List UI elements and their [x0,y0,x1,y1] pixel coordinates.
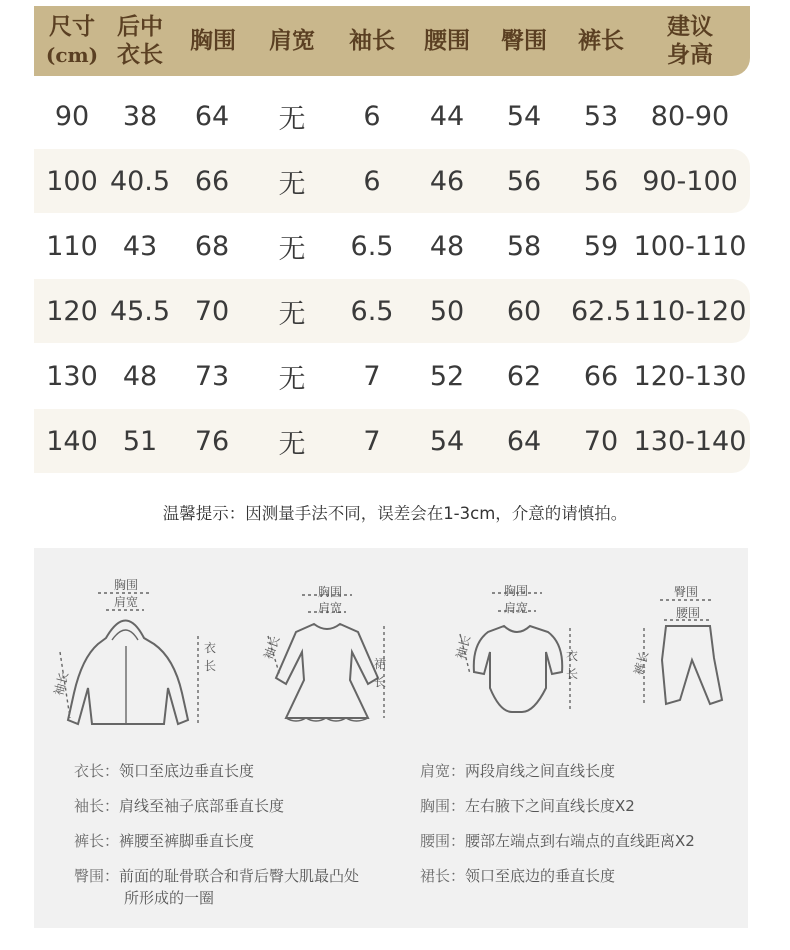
table-cell: 56 [506,165,542,197]
table-cell: 7 [363,360,381,392]
table-cell: 54 [429,425,465,457]
table-cell: 6 [363,165,381,197]
def-key: 裤长： [74,832,120,850]
def-key: 臀围： [74,867,120,885]
table-row [34,84,750,148]
table-cell: 无 [278,298,306,330]
table-cell: 6 [363,100,381,132]
dress-chest-label: 胸围 [318,585,343,599]
header-height [648,6,732,76]
table-cell: 70 [194,295,230,327]
table-cell: 60 [506,295,542,327]
header-waist-label: 腰围 [424,27,470,54]
table-cell: 130-140 [633,425,747,457]
header-hip [488,6,560,76]
jacket-length-label-2: 长 [204,659,217,673]
pants-hip-label: 臀围 [674,585,699,599]
header-hip-label: 臀围 [501,27,547,54]
def-text: 裤腰至裤脚垂直长度 [119,832,255,850]
romper-sleeve-label: 袖长 [453,633,474,661]
def-chest [420,795,695,830]
table-cell: 45.5 [109,295,171,327]
header-size-unit: (cm) [45,43,99,67]
romper-length-label-2: 长 [566,667,579,681]
def-text: 肩线至袖子底部垂直长度 [119,797,285,815]
table-cell: 100 [46,165,98,197]
jacket-chest-label: 胸围 [114,578,139,592]
table-cell: 76 [194,425,230,457]
header-sleeve [336,6,408,76]
definitions-left [74,760,359,909]
table-cell: 6.5 [350,295,394,327]
header-pants-length [564,6,638,76]
header-back-length [104,6,176,76]
header-height-line2: 身高 [667,41,713,68]
table-cell: 68 [194,230,230,262]
table-cell: 7 [363,425,381,457]
header-size [34,6,110,76]
header-waist [410,6,484,76]
table-cell: 53 [583,100,619,132]
table-cell: 62.5 [570,295,632,327]
def-key: 袖长： [74,797,120,815]
dress-sleeve-label: 袖长 [261,634,283,662]
table-cell: 100-110 [633,230,747,262]
def-key: 裙长： [420,867,466,885]
def-text: 腰部左端点到右端点的直线距离X2 [465,832,695,850]
romper-shoulder-label: 肩宽 [504,601,529,615]
table-cell: 110-120 [633,295,747,327]
table-cell: 64 [194,100,230,132]
jacket-shoulder-label: 肩宽 [114,595,139,609]
table-cell: 66 [583,360,619,392]
header-pants-length-label: 裤长 [578,27,624,54]
table-cell: 无 [278,103,306,135]
table-cell: 44 [429,100,465,132]
table-cell: 90 [54,100,90,132]
table-cell: 无 [278,233,306,265]
table-cell: 80-90 [650,100,730,132]
table-cell: 无 [278,363,306,395]
header-height-line1: 建议 [667,13,713,40]
table-cell: 64 [506,425,542,457]
table-cell: 48 [429,230,465,262]
table-cell: 62 [506,360,542,392]
header-chest [176,6,250,76]
table-cell: 140 [46,425,98,457]
header-shoulder-label: 肩宽 [269,27,315,54]
header-size-line1: 尺寸 [49,13,95,40]
table-row [34,214,750,278]
def-skirt-length [420,865,695,887]
header-sleeve-label: 袖长 [349,27,395,54]
def-pants-length [74,830,359,865]
def-text: 领口至底边的垂直长度 [465,867,616,885]
table-cell: 73 [194,360,230,392]
romper-length-label-1: 衣 [566,649,579,663]
header-back-length-line2: 衣长 [117,41,163,68]
def-key: 腰围： [420,832,466,850]
def-key: 肩宽： [420,762,466,780]
table-cell: 40.5 [109,165,171,197]
def-text: 两段肩线之间直线长度 [465,762,616,780]
def-key: 衣长： [74,762,120,780]
def-text-line2: 所形成的一圈 [124,889,215,907]
jacket-diagram [60,593,198,724]
table-cell: 120 [46,295,98,327]
header-back-length-line1: 后中 [117,13,163,40]
romper-chest-label: 胸围 [504,584,529,598]
definitions-right [420,760,695,887]
table-cell: 无 [278,428,306,460]
table-cell: 59 [583,230,619,262]
pants-length-label: 裤长 [631,649,652,677]
def-text: 前面的耻骨联合和背后臀大肌最凸处 [119,867,360,885]
table-cell: 110 [46,230,98,262]
table-cell: 54 [506,100,542,132]
table-cell: 58 [506,230,542,262]
table-cell: 90-100 [642,165,738,197]
table-cell: 无 [278,168,306,200]
dress-length-label-2: 长 [374,675,387,689]
table-cell: 130 [46,360,98,392]
table-cell: 46 [429,165,465,197]
def-hip [74,865,359,909]
table-cell: 43 [122,230,158,262]
table-row [34,409,750,473]
def-text: 领口至底边垂直长度 [119,762,255,780]
def-shoulder [420,760,695,795]
table-row [34,149,750,213]
jacket-length-label-1: 衣 [204,641,217,655]
header-chest-label: 胸围 [190,27,236,54]
table-cell: 6.5 [350,230,394,262]
jacket-sleeve-label: 袖长 [51,670,72,698]
table-cell: 48 [122,360,158,392]
header-shoulder [254,6,330,76]
table-cell: 120-130 [633,360,747,392]
table-cell: 51 [122,425,158,457]
def-key: 胸围： [420,797,466,815]
table-cell: 66 [194,165,230,197]
def-garment-length [74,760,359,795]
def-sleeve-length [74,795,359,830]
size-table-header [34,6,750,76]
table-cell: 52 [429,360,465,392]
def-waist [420,830,695,865]
table-cell: 70 [583,425,619,457]
table-row [34,344,750,408]
measurement-note: 温馨提示：因测量手法不同，误差会在1-3cm，介意的请慎拍。 [162,504,628,523]
table-cell: 38 [122,100,158,132]
def-text: 左右腋下之间直线长度X2 [465,797,635,815]
table-cell: 50 [429,295,465,327]
dress-length-label-1: 裙 [374,657,387,671]
measurement-guide-panel [34,548,748,928]
pants-waist-label: 腰围 [676,606,701,620]
garment-diagrams [34,548,748,748]
table-cell: 56 [583,165,619,197]
dress-shoulder-label: 肩宽 [318,601,343,615]
table-row [34,279,750,343]
